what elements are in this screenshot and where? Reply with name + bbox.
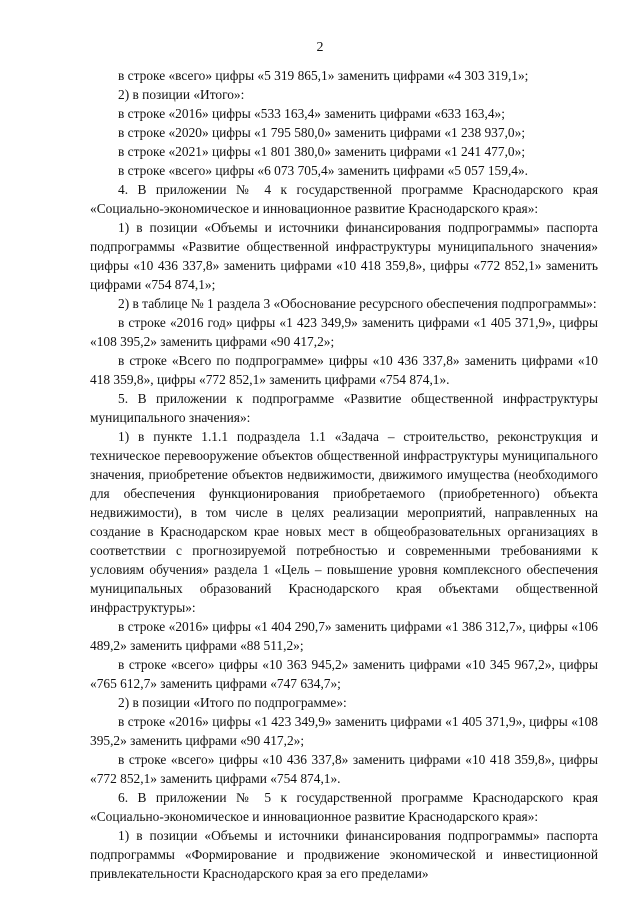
paragraph: 2) в позиции «Итого»: bbox=[118, 87, 245, 102]
document-body bbox=[90, 66, 598, 883]
paragraph: 1) в позиции «Объемы и источники финансирования подпрограммы» паспорта подпрограммы «Развитие общественной инфраструктуры муниципального значения» цифры «10 436 337,8» заменить цифрами «10 418 359,8», цифры «772 852,1» заменить цифрами «754 874,1»; bbox=[90, 220, 598, 292]
paragraph: в строке «всего» цифры «10 436 337,8» заменить цифрами «10 418 359,8», цифры «772 852,1» заменить цифрами «754 874,1». bbox=[90, 752, 598, 786]
paragraph: 1) в позиции «Объемы и источники финансирования подпрограммы» паспорта подпрограммы «Формирование и продвижение экономической и инвестиционной привлекательности Краснодарского края за его пределами» bbox=[90, 828, 598, 881]
section-paragraph: 4. В приложении № 4 к государственной программе Краснодарского края «Социально-экономическое и инновационное развитие Краснодарского края»: bbox=[90, 182, 598, 216]
section-paragraph: 6. В приложении № 5 к государственной программе Краснодарского края «Социально-экономическое и инновационное развитие Краснодарского края»: bbox=[90, 790, 598, 824]
section-paragraph: 5. В приложении к подпрограмме «Развитие общественной инфраструктуры муниципального значения»: bbox=[90, 391, 598, 425]
paragraph: в строке «2016» цифры «1 404 290,7» заменить цифрами «1 386 312,7», цифры «106 489,2» заменить цифрами «88 511,2»; bbox=[90, 619, 598, 653]
paragraph: в строке «2016 год» цифры «1 423 349,9» заменить цифрами «1 405 371,9», цифры «108 395,2» заменить цифрами «90 417,2»; bbox=[90, 315, 598, 349]
paragraph: в строке «2021» цифры «1 801 380,0» заменить цифрами «1 241 477,0»; bbox=[118, 144, 526, 159]
paragraph: в строке «2016» цифры «533 163,4» заменить цифрами «633 163,4»; bbox=[118, 106, 505, 121]
paragraph: 2) в таблице № 1 раздела 3 «Обоснование ресурсного обеспечения подпрограммы»: bbox=[118, 296, 597, 311]
page-number: 2 bbox=[316, 40, 324, 55]
paragraph: в строке «2020» цифры «1 795 580,0» заменить цифрами «1 238 937,0»; bbox=[118, 125, 526, 140]
paragraph: 1) в пункте 1.1.1 подраздела 1.1 «Задача – строительство, реконструкция и техническое перевооружение объектов общественной инфраструктуры муниципального значения, приобретение объектов недвижимости, движимого имущества (необходимого для обеспечения функционирования приобретаемого (приобретенного) объекта недвижимости), в том числе в целях реализации мероприятий, направленных на создание в Краснодарском крае новых мест в общеобразовательных организациях в соответствии с прогнозируемой потребностью и современными требованиями к условиям обучения» раздела 1 «Цель – повышение уровня комплексного обеспечения муниципальных образований Краснодарского края объектами общественной инфраструктуры»: bbox=[90, 429, 598, 615]
paragraph: 2) в позиции «Итого по подпрограмме»: bbox=[118, 695, 347, 710]
paragraph: в строке «Всего по подпрограмме» цифры «10 436 337,8» заменить цифрами «10 418 359,8», цифры «772 852,1» заменить цифрами «754 874,1». bbox=[90, 353, 598, 387]
paragraph: в строке «всего» цифры «5 319 865,1» заменить цифрами «4 303 319,1»; bbox=[118, 68, 529, 83]
paragraph: в строке «всего» цифры «6 073 705,4» заменить цифрами «5 057 159,4». bbox=[118, 163, 529, 178]
paragraph: в строке «2016» цифры «1 423 349,9» заменить цифрами «1 405 371,9», цифры «108 395,2» заменить цифрами «90 417,2»; bbox=[90, 714, 598, 748]
paragraph: в строке «всего» цифры «10 363 945,2» заменить цифрами «10 345 967,2», цифры «765 612,7» заменить цифрами «747 634,7»; bbox=[90, 657, 598, 691]
